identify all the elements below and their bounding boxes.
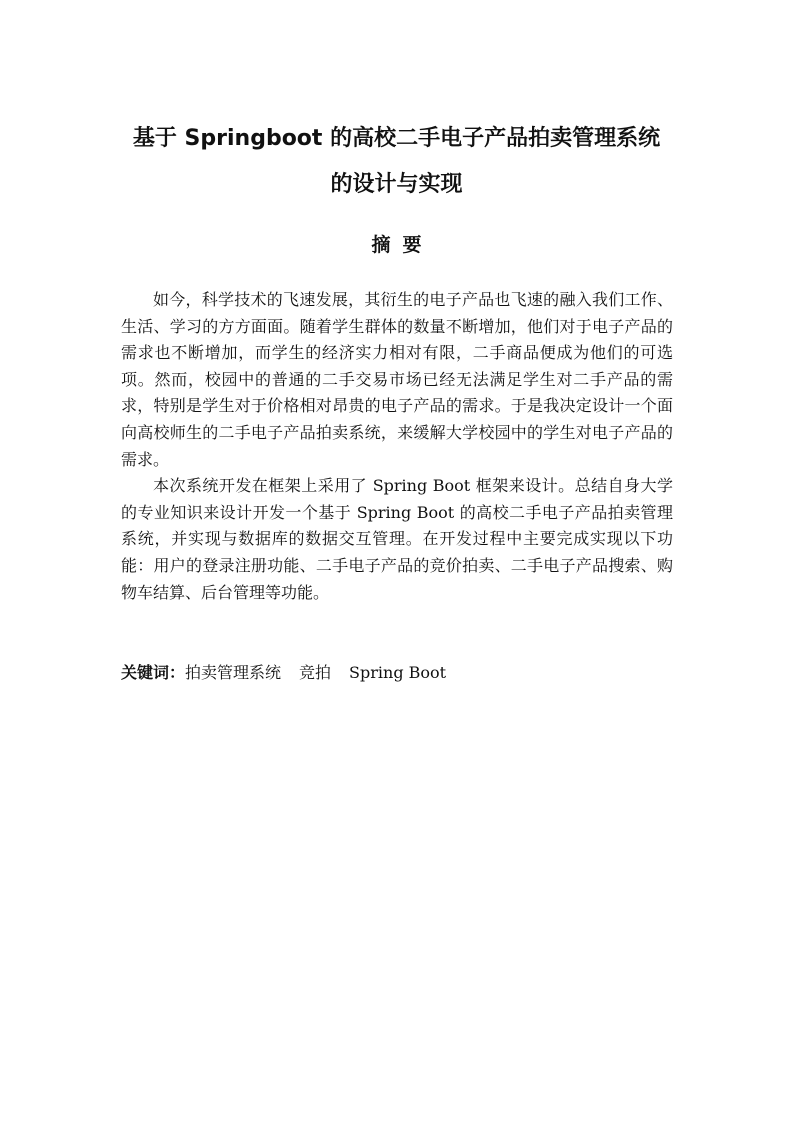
keyword-1: 拍卖管理系统	[185, 663, 282, 682]
keywords-line	[121, 660, 681, 687]
keyword-3: Spring Boot	[349, 663, 447, 682]
thesis-title-line-2: 的设计与实现	[330, 172, 463, 197]
abstract-body	[121, 287, 673, 606]
abstract-paragraph-2: 本次系统开发在框架上采用了 Spring Boot 框架来设计。总结自身大学的专业知识来设计开发一个基于 Spring Boot 的高校二手电子产品拍卖管理系统，并实现与数据库的数据交互管理。在开发过程中主要完成实现以下功能：用户的登录注册功能、二手电子产品的竞价拍卖、二手电子产品搜索、购物车结算、后台管理等功能。	[121, 476, 673, 602]
abstract-paragraph-1: 如今，科学技术的飞速发展，其衍生的电子产品也飞速的融入我们工作、生活、学习的方方面面。随着学生群体的数量不断增加，他们对于电子产品的需求也不断增加，而学生的经济实力相对有限，二手商品便成为他们的可选项。然而，校园中的普通的二手交易市场已经无法满足学生对二手产品的需求，特别是学生对于价格相对昂贵的电子产品的需求。于是我决定设计一个面向高校师生的二手电子产品拍卖系统，来缓解大学校园中的学生对电子产品的需求。	[121, 290, 673, 469]
keywords-label: 关键词：	[121, 663, 186, 682]
keyword-2: 竞拍	[299, 663, 332, 682]
thesis-title-line-1: 基于 Springboot 的高校二手电子产品拍卖管理系统	[132, 126, 661, 151]
abstract-heading: 摘要	[371, 234, 434, 256]
